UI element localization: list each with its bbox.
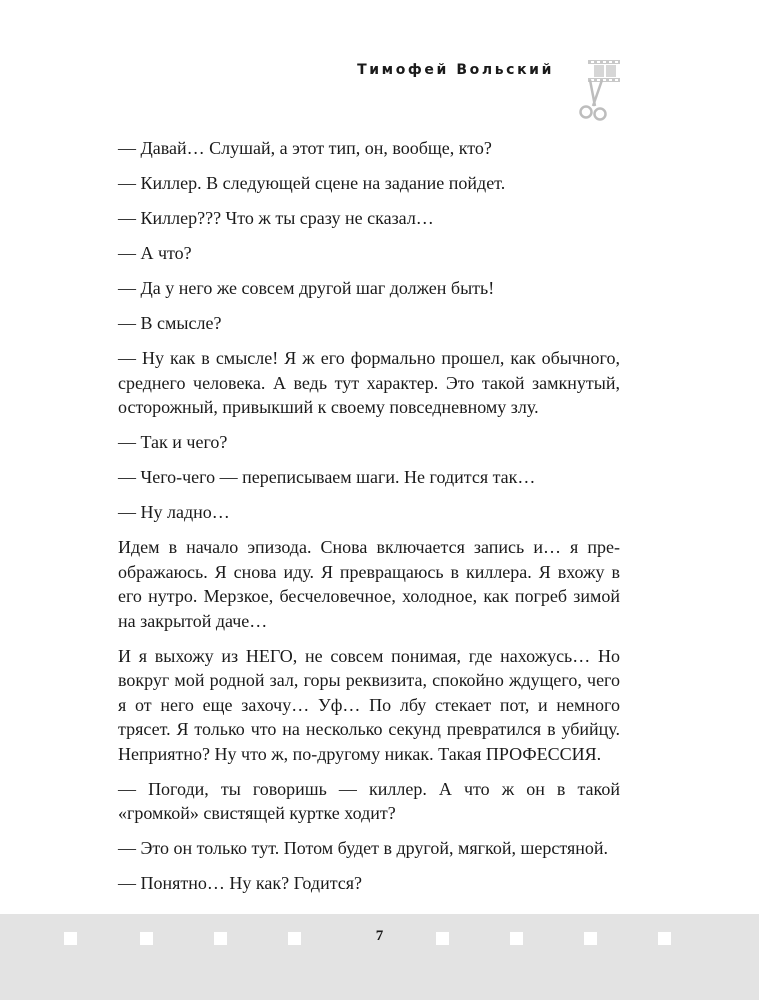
dialogue-line: — Киллер??? Что ж ты сразу не сказал…	[118, 208, 434, 228]
dialogue-line: — Понятно… Ну как? Годится?	[118, 873, 363, 893]
film-strip-scissors-icon	[568, 58, 624, 124]
dialogue-line: — Ну как в смысле! Я ж его формально прошел, как обычного, среднего человека. А ведь тут характер. Это такой замкнутый, осторожный, привыкший к своему повседневному злу.	[118, 348, 620, 417]
dialogue-line: — Так и чего?	[118, 432, 228, 452]
dialogue-line: — А что?	[118, 243, 192, 263]
dialogue-line: — Киллер. В следующей сцене на задание пойдет.	[118, 173, 506, 193]
running-header-author: Тимофей Вольский	[357, 62, 554, 78]
narrative-paragraph: Идем в начало эпизода. Снова включается запись и… я преображаюсь. Я снова иду. Я превращаюсь в киллера. Я вхожу в его нутро. Мерзкое, бесчеловечное, холодное, как погреб зимой на закрытой даче…	[118, 537, 620, 631]
page-number: 7	[375, 928, 384, 944]
page-footer-band	[0, 914, 759, 1000]
dialogue-line: — В смысле?	[118, 313, 222, 333]
dialogue-line: — Погоди, ты говоришь — киллер. А что ж он в такой «громкой» свистящей куртке ходит?	[118, 778, 620, 823]
dialogue-line: — Да у него же совсем другой шаг должен быть!	[118, 278, 495, 298]
dialogue-line: — Ну ладно…	[118, 502, 230, 522]
page-body-text	[118, 136, 620, 906]
dialogue-line: — Это он только тут. Потом будет в другой, мягкой, шерстяной.	[118, 838, 609, 858]
narrative-paragraph: И я выхожу из НЕГО, не совсем понимая, где нахожусь… Но вокруг мой родной зал, горы реквизита, спокойно ждущего, чего я от него еще захочу… Уф… По лбу стекает пот, и немного трясет. Я только что на несколько секунд превратился в убийцу. Неприятно? Ну что ж, по-другому никак. Такая ПРОФЕССИЯ.	[118, 645, 620, 764]
dialogue-line: — Чего-чего — переписываем шаги. Не годится так…	[118, 467, 536, 487]
dialogue-line: — Давай… Слушай, а этот тип, он, вообще, кто?	[118, 138, 492, 158]
